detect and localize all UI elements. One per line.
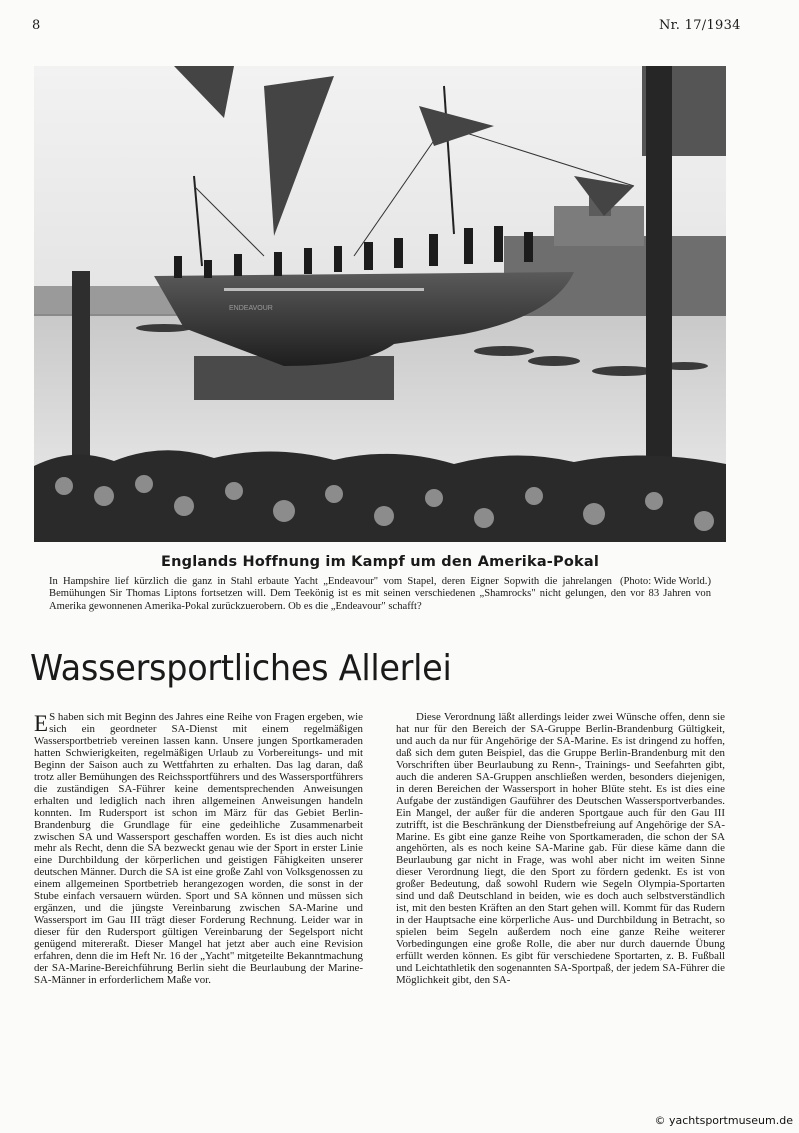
page-number: 8 (32, 18, 41, 33)
article-headline: Wassersportliches Allerlei (30, 648, 452, 689)
column-left-text: S haben sich mit Beginn des Jahres eine Reihe von Fragen ergeben, wie sich ein geordneter SA-Dienst mit einem regelmäßigen Wassersportbetrieb vereinen lassen kann. Unsere jungen Sportkameraden hatten Schwierigkeiten, regelmäßigen Urlaub zu Vorbereitungs- und mit Beginn der Saison auch zu Wettfahrten zu erhalten. Das lag daran, daß trotz aller Bemühungen des Reichssportführers und des Wassersportführers die zuständigen SA-Führer keine dementsprechenden Anweisungen erhalten und lediglich nach ihren allgemeinen Anweisungen handeln konnten. Im Rudersport ist schon im März für das Gebiet Berlin-Brandenburg die Grundlage für eine gedeihliche Zusammenarbeit zwischen SA und Wassersport geschaffen worden. Es ist dies auch nicht mehr als Recht, denn die SA bezweckt genau wie der Sport in erster Linie eine Durchbildung der körperlichen und geistigen Fähigkeiten unserer deutschen Männer. Durch die SA ist eine große Zahl von Volksgenossen zu einem allgemeinen Sportbetrieb herangezogen worden, die sonst in der Stube einfach versauern würden. Sport und SA können und müssen sich ergänzen, und die jüngste Vereinbarung zwischen SA-Marine und Wassersport im Gau III trägt dieser Forderung Rechnung. Leider war in dieser für den Rudersport gültigen Vereinbarung der Segelsport nicht genügend mitereraßt. Dieser Mangel hat jetzt aber auch eine Revision erfahren, denn die im Heft Nr. 16 der „Yacht" mitgeteilte Bekanntmachung der SA-Marine-Bereichführung Berlin sieht die Beurlaubung der Marine-SA-Männer in erforderlichem Maße vor. (34, 711, 363, 986)
photo-credit: (Photo: Wide World.) (619, 576, 711, 587)
issue-number: Nr. 17/1934 (659, 18, 741, 33)
hull-lettering: ENDEAVOUR (229, 305, 273, 312)
drop-cap: E (34, 711, 49, 736)
article-column-left (34, 712, 363, 987)
photo-caption-text: In Hampshire lief kürzlich die ganz in Stahl erbaute Yacht „Endeavour" vom Stapel, deren Eigner Sopwith die jahrelangen Bemühungen Sir Thomas Liptons fortsetzen will. Dem Teekönig ist es mit seinen verschiedenen „Shamrocks" nicht gelungen, den vor 83 Jahren von Amerika gewonnenen Amerika-Pokal zurückzuerobern. Ob es die „Endeavour" schafft? (49, 576, 711, 612)
watermark: © yachtsportmuseum.de (654, 1114, 793, 1127)
column-right-text: Diese Verordnung läßt allerdings leider zwei Wünsche offen, denn sie hat nur für den Bereich der SA-Gruppe Berlin-Brandenburg Gültigkeit, und auch da nur für Angehörige der SA-Marine. Es ist dringend zu hoffen, daß sich dem guten Beispiel, das die Gruppe Berlin-Brandenburg mit den Vorschriften über Beurlaubung zu Renn-, Trainings- und Seefahrten gibt, auch die anderen SA-Gruppen anschließen werden, besonders diejenigen, in deren Bereichen der Wassersport in hoher Blüte steht. Es ist dies eine Aufgabe der zuständigen Gauführer des Deutschen Wassersportverbandes. Ein Mangel, der außer für die anderen Sportgaue auch für den Gau III zutrifft, ist die Beschränkung der Dienstbefreiung auf Angehörige der SA-Marine. Es gibt eine ganze Reihe von Sportkameraden, die schon der SA angehörten, als es noch keine SA-Marine gab. Für diese käme dann die Beurlaubung gar nicht in Frage, was wohl aber nicht im weiten Sinne dieser Verordnung liegt, die den Sport zu fördern gedenkt. Es ist von großer Bedeutung, daß sowohl Rudern wie Segeln Olympia-Sportarten sind und daß Deutschland in beiden, wie es doch auch selbstverständlich ist, mit den besten Kräften an den Start gehen will. Kommt für das Rudern in der Hauptsache eine körperliche Aus- und Durchbildung in Betracht, so spielen beim Segeln außerdem noch eine ganze Reihe weiterer Vorbedingungen eine große Rolle, die aber nur durch dauernde Übung erfüllt werden können. Es gibt für verschiedene Sportarten, z. B. Fußball und Leichtathletik den sogenannten SA-Sportpaß, der jedem SA-Führer die Möglichkeit gibt, den SA- (396, 711, 725, 986)
photo-caption (49, 576, 711, 613)
photo-caption-title: Englands Hoffnung im Kampf um den Amerika-Pokal (160, 554, 600, 570)
article-column-right (396, 712, 725, 987)
yacht-launch-photo (34, 66, 726, 542)
